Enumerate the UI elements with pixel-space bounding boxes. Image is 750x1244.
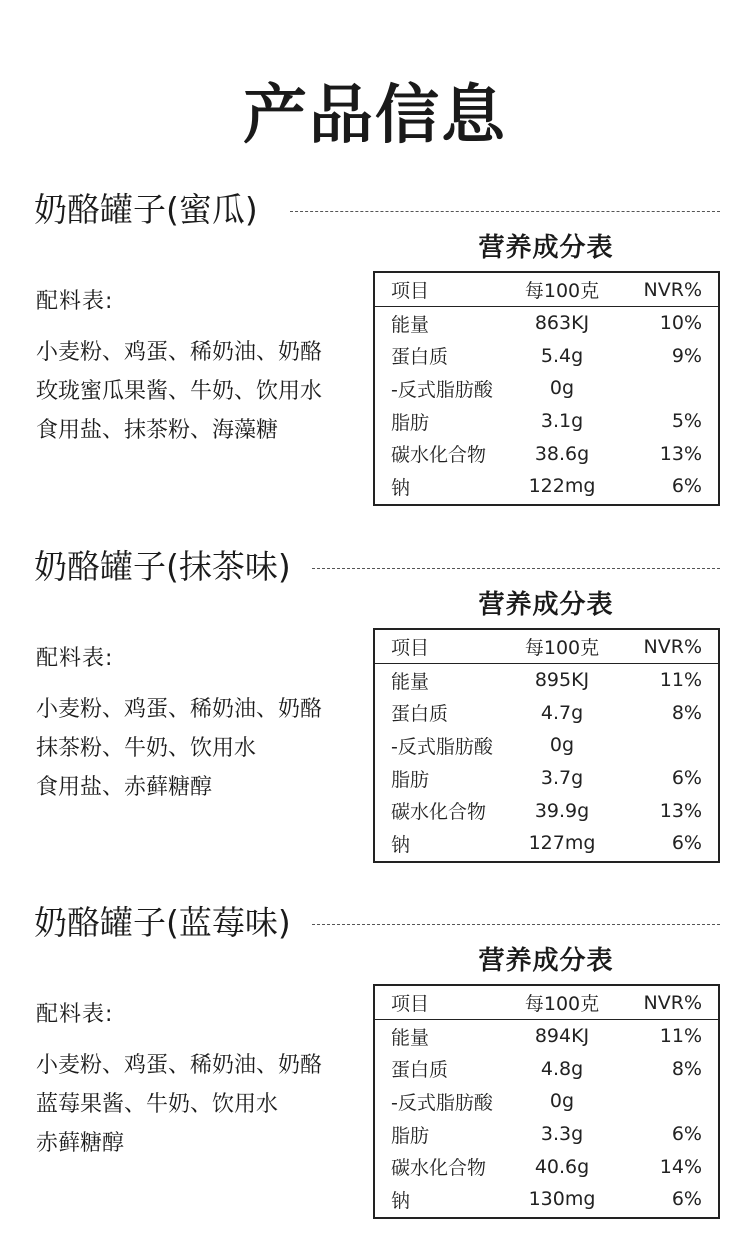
row-value: 38.6g [534,442,590,465]
row-nvr: 6% [671,475,702,498]
header-per100g: 每100克 [524,280,600,302]
header-item: 项目 [391,637,430,659]
table-row [375,307,718,340]
row-item: -反式脂肪酸 [391,378,493,401]
ingredients-line: 小麦粉、鸡蛋、稀奶油、奶酪 [36,697,323,722]
row-value: 3.1g [540,410,584,433]
row-nvr: 13% [659,799,702,822]
ingredients-line: 小麦粉、鸡蛋、稀奶油、奶酪 [36,1053,323,1078]
row-item: 钠 [391,833,411,856]
row-item: 蛋白质 [391,346,449,369]
product-name: 奶酪罐子(抹茶味) [34,544,305,590]
table-header-row [375,986,718,1020]
header-item: 项目 [391,280,430,302]
row-nvr: 6% [671,1188,702,1211]
table-row [375,827,718,860]
product-name: 奶酪罐子(蜜瓜) [34,187,272,233]
row-item: 能量 [391,670,430,693]
row-item: 蛋白质 [391,703,449,726]
row-nvr: 11% [659,1025,702,1048]
row-value: 127mg [528,832,596,855]
row-item: 蛋白质 [391,1059,449,1082]
row-nvr: 13% [659,442,702,465]
ingredients-line: 小麦粉、鸡蛋、稀奶油、奶酪 [36,340,323,365]
table-row [375,1118,718,1151]
ingredients-line: 抹茶粉、牛奶、饮用水 [36,736,257,761]
row-item: -反式脂肪酸 [391,735,493,758]
row-value: 122mg [528,475,596,498]
nutrition-table [373,271,720,506]
product-section-melon [0,187,750,527]
nutrition-title: 营养成分表 [478,946,614,976]
row-nvr: 6% [671,1123,702,1146]
row-nvr: 8% [671,1057,702,1080]
row-value: 40.6g [534,1155,590,1178]
product-section-blueberry [0,900,750,1240]
ingredients-line: 食用盐、赤藓糖醇 [36,775,213,800]
ingredients-line: 赤藓糖醇 [36,1131,125,1156]
row-value: 894KJ [534,1025,590,1048]
row-nvr: 6% [671,767,702,790]
table-row [375,1085,718,1118]
ingredients-line: 食用盐、抹茶粉、海藻糖 [36,418,279,443]
divider-dashed [290,211,720,212]
table-row [375,664,718,697]
ingredients-label: 配料表: [36,646,114,671]
ingredients-list [36,690,322,807]
divider-dashed [312,568,720,569]
ingredients-label: 配料表: [36,1002,114,1027]
row-value: 3.3g [540,1123,584,1146]
header-nvr: NVR% [643,991,702,1014]
row-item: 脂肪 [391,1124,430,1147]
header-item: 项目 [391,993,430,1015]
table-row [375,794,718,827]
nutrition-table [373,628,720,863]
table-row [375,1020,718,1053]
row-item: -反式脂肪酸 [391,1091,493,1114]
row-value: 0g [549,1090,575,1113]
header-per100g: 每100克 [524,637,600,659]
ingredients-list [36,333,322,450]
row-item: 碳水化合物 [391,801,487,824]
ingredients-line: 蓝莓果酱、牛奶、饮用水 [36,1092,279,1117]
product-name: 奶酪罐子(蓝莓味) [34,900,305,946]
row-nvr: 10% [659,312,702,335]
ingredients-label: 配料表: [36,289,114,314]
row-nvr: 9% [671,344,702,367]
row-item: 钠 [391,476,411,499]
product-section-matcha [0,544,750,884]
table-row [375,729,718,762]
row-nvr: 11% [659,669,702,692]
row-nvr: 8% [671,701,702,724]
row-value: 4.8g [540,1057,584,1080]
table-row [375,437,718,470]
table-row [375,470,718,503]
row-nvr: 5% [671,410,702,433]
table-row [375,405,718,438]
header-per100g: 每100克 [524,993,600,1015]
row-value: 39.9g [534,799,590,822]
ingredients-list [36,1046,322,1163]
row-item: 脂肪 [391,768,430,791]
row-item: 碳水化合物 [391,444,487,467]
row-item: 能量 [391,313,430,336]
divider-dashed [312,924,720,925]
row-value: 895KJ [534,669,590,692]
table-header-row [375,273,718,307]
row-value: 130mg [528,1188,596,1211]
nutrition-title: 营养成分表 [478,233,614,263]
row-value: 5.4g [540,344,584,367]
row-value: 0g [549,734,575,757]
row-item: 脂肪 [391,411,430,434]
row-item: 钠 [391,1189,411,1212]
table-row [375,1183,718,1216]
row-value: 4.7g [540,701,584,724]
row-nvr: 6% [671,832,702,855]
row-value: 3.7g [540,767,584,790]
table-row [375,697,718,730]
nutrition-table [373,984,720,1219]
row-value: 0g [549,377,575,400]
page-title: 产品信息 [243,79,507,153]
table-row [375,1150,718,1183]
header-nvr: NVR% [643,635,702,658]
table-row [375,340,718,373]
table-row [375,1053,718,1086]
table-row [375,372,718,405]
row-nvr: 14% [659,1155,702,1178]
row-item: 能量 [391,1026,430,1049]
table-header-row [375,630,718,664]
row-value: 863KJ [534,312,590,335]
table-row [375,762,718,795]
ingredients-line: 玫珑蜜瓜果酱、牛奶、饮用水 [36,379,323,404]
nutrition-title: 营养成分表 [478,590,614,620]
row-item: 碳水化合物 [391,1157,487,1180]
header-nvr: NVR% [643,278,702,301]
